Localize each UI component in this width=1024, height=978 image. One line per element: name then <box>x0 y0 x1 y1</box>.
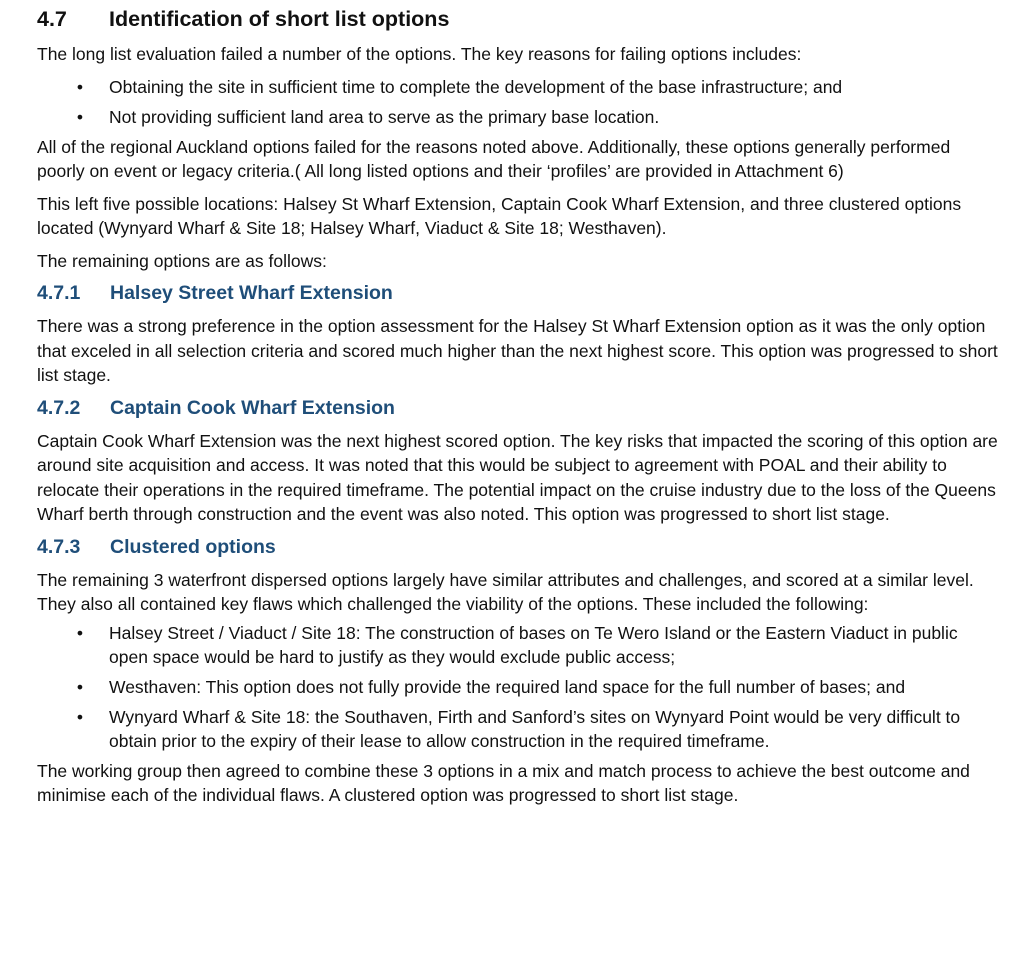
list-item-text: Halsey Street / Viaduct / Site 18: The construction of bases on Te Wero Island or the Eastern Viaduct in public open space would be hard to justify as they would exclude public access; <box>109 622 958 667</box>
subsection-number: 4.7.3 <box>37 535 81 558</box>
list-item <box>37 621 1000 669</box>
intro-bullet-list <box>37 75 1000 129</box>
halsey-paragraph: There was a strong preference in the option assessment for the Halsey St Wharf Extension option as it was the only option that exceled in all selection criteria and scored much higher than the next highest score. This option was progressed to short list stage. <box>37 316 998 385</box>
section-heading <box>37 6 1000 32</box>
closing-paragraph: The working group then agreed to combine these 3 options in a mix and match process to achieve the best outcome and minimise each of the individual flaws. A clustered option was progressed to short list stage. <box>37 760 970 805</box>
remaining-paragraph: The remaining options are as follows: <box>37 250 327 271</box>
section-title: Identification of short list options <box>109 7 450 31</box>
list-item-text: Westhaven: This option does not fully provide the required land space for the full number of bases; and <box>109 676 906 697</box>
bullet-icon: • <box>76 76 84 97</box>
list-item <box>37 675 1000 699</box>
subsection-heading-captain-cook <box>37 396 1000 421</box>
subsection-heading-clustered <box>37 535 1000 560</box>
list-item-text: Not providing sufficient land area to serve as the primary base location. <box>109 106 660 127</box>
bullet-icon: • <box>76 676 84 697</box>
subsection-heading-halsey <box>37 281 1000 306</box>
list-item <box>37 705 1000 753</box>
subsection-title: Halsey Street Wharf Extension <box>110 282 393 304</box>
section-number: 4.7 <box>37 7 67 31</box>
list-item-text: Wynyard Wharf & Site 18: the Southaven, Firth and Sanford’s sites on Wynyard Point would be very difficult to obtain prior to the expiry of their lease to allow construction in the required timeframe. <box>109 706 961 751</box>
locations-paragraph: This left five possible locations: Halsey St Wharf Extension, Captain Cook Wharf Extension, and three clustered options located (Wynyard Wharf & Site 18; Halsey Wharf, Viaduct & Site 18; Westhaven). <box>37 193 962 238</box>
bullet-icon: • <box>76 622 84 643</box>
list-item-text: Obtaining the site in sufficient time to complete the development of the base infrastructure; and <box>109 76 843 97</box>
clustered-bullet-list <box>37 621 1000 753</box>
subsection-number: 4.7.2 <box>37 396 81 419</box>
list-item <box>37 75 1000 99</box>
bullet-icon: • <box>76 106 84 127</box>
intro-paragraph: The long list evaluation failed a number of the options. The key reasons for failing options includes: <box>37 44 802 64</box>
subsection-number: 4.7.1 <box>37 282 81 304</box>
clustered-paragraph: The remaining 3 waterfront dispersed options largely have similar attributes and challenges, and scored at a similar level. They also all contained key flaws which challenged the viability of the options. These included the following: <box>37 569 974 614</box>
captain-cook-paragraph: Captain Cook Wharf Extension was the next highest scored option. The key risks that impacted the scoring of this option are around site acquisition and access. It was noted that this would be subject to agreement with POAL and their ability to relocate their operations in the required timeframe. The potential impact on the cruise industry due to the loss of the Queens Wharf berth through construction and the event was also noted. This option was progressed to short list stage. <box>37 430 998 524</box>
list-item <box>37 105 1000 129</box>
regional-paragraph: All of the regional Auckland options failed for the reasons noted above. Additionally, these options generally performed poorly on event or legacy criteria.( All long listed options and their ‘profiles’ are provided in Attachment 6) <box>37 136 951 181</box>
subsection-title: Captain Cook Wharf Extension <box>110 396 395 419</box>
bullet-icon: • <box>76 706 84 727</box>
subsection-title: Clustered options <box>110 535 276 558</box>
